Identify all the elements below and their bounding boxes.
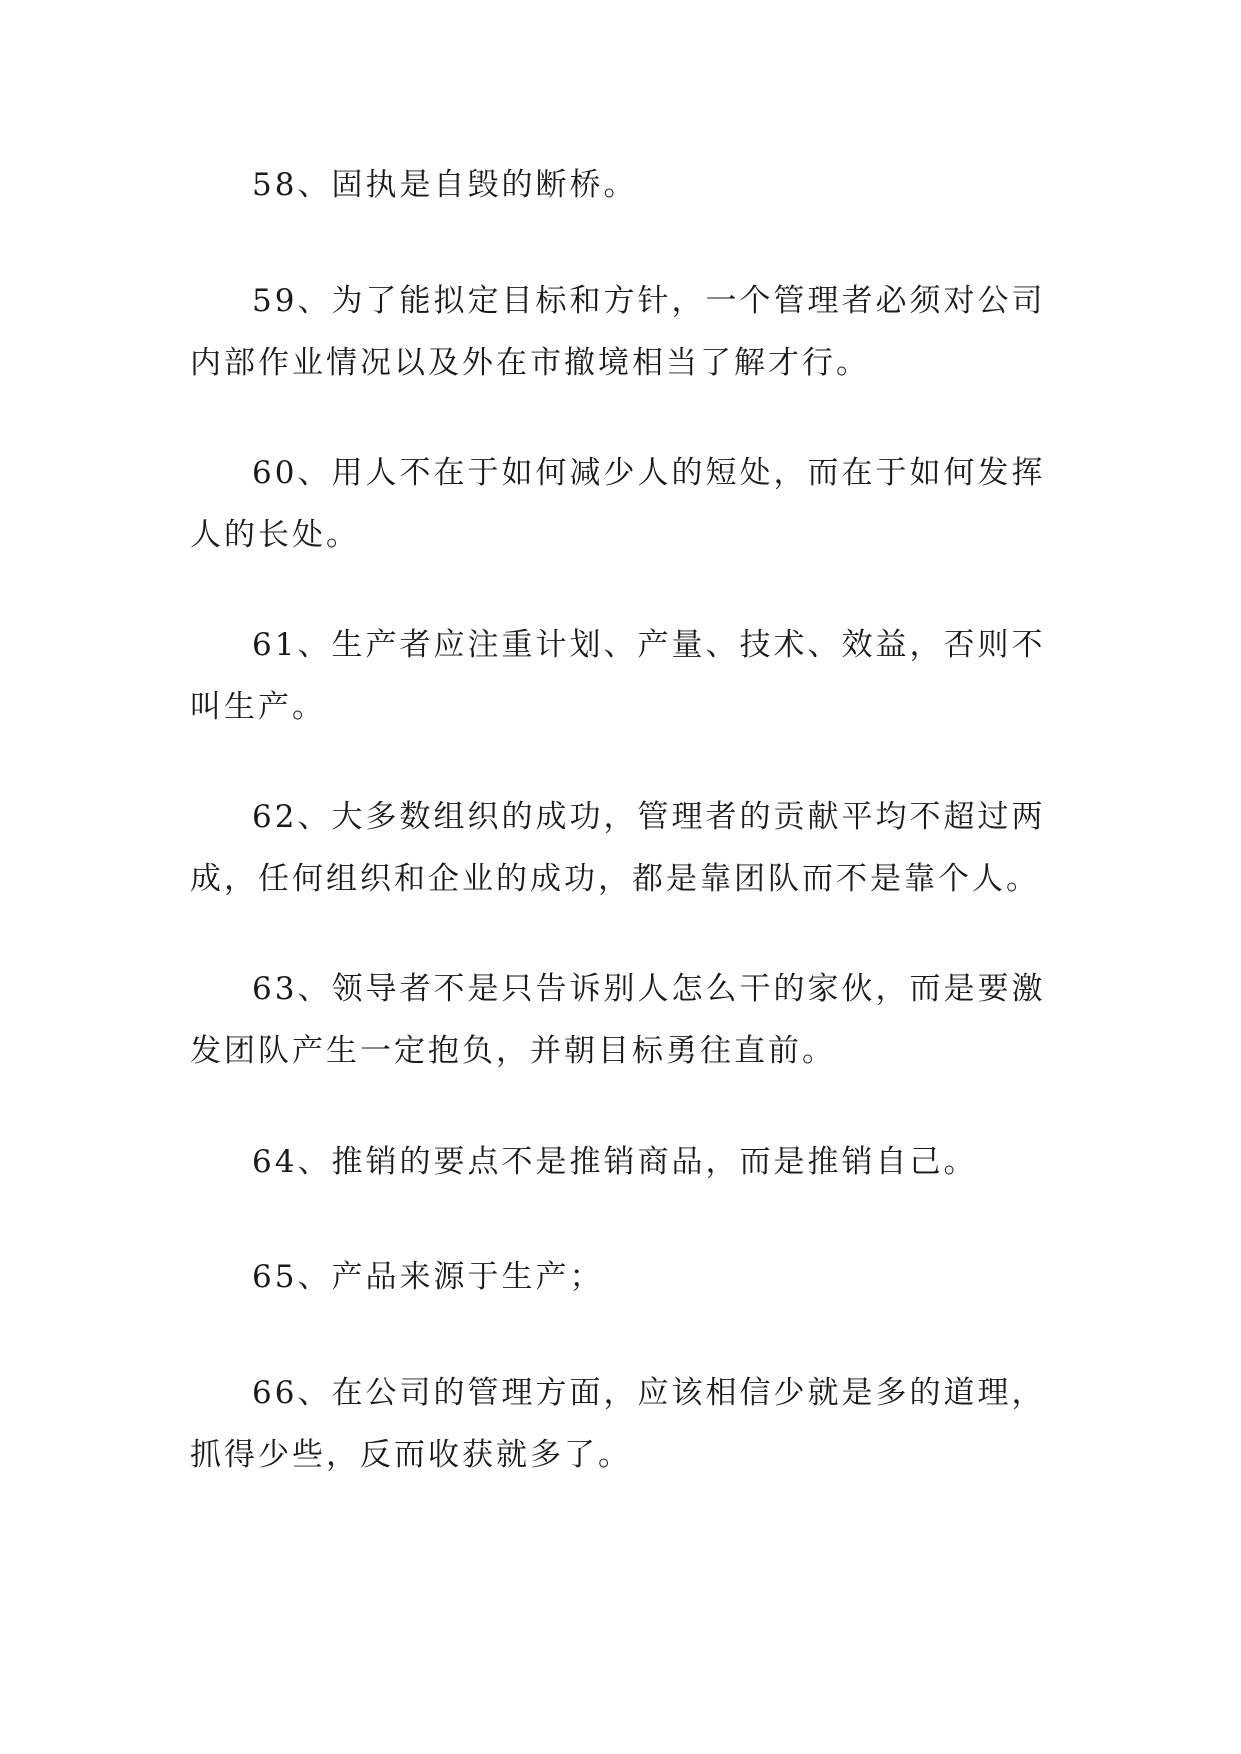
paragraph-64: 64、推销的要点不是推销商品，而是推销自己。 xyxy=(252,1144,978,1180)
paragraph-65: 65、产品来源于生产； xyxy=(252,1259,604,1295)
paragraph-61: 61、生产者应注重计划、产量、技术、效益，否则不叫生产。 xyxy=(190,627,1046,725)
paragraph-63: 63、领导者不是只告诉别人怎么干的家伙，而是要激发团队产生一定抱负，并朝目标勇往直前。 xyxy=(190,971,1046,1069)
paragraph-60: 60、用人不在于如何减少人的短处，而在于如何发挥人的长处。 xyxy=(190,455,1046,553)
paragraph-62: 62、大多数组织的成功，管理者的贡献平均不超过两成，任何组织和企业的成功，都是靠团队而不是靠个人。 xyxy=(190,799,1046,897)
paragraph-59: 59、为了能拟定目标和方针，一个管理者必须对公司内部作业情况以及外在市撤境相当了解才行。 xyxy=(190,283,1046,381)
paragraph-58: 58、固执是自毁的断桥。 xyxy=(252,167,638,203)
paragraph-66: 66、在公司的管理方面，应该相信少就是多的道理，抓得少些，反而收获就多了。 xyxy=(190,1375,1046,1473)
